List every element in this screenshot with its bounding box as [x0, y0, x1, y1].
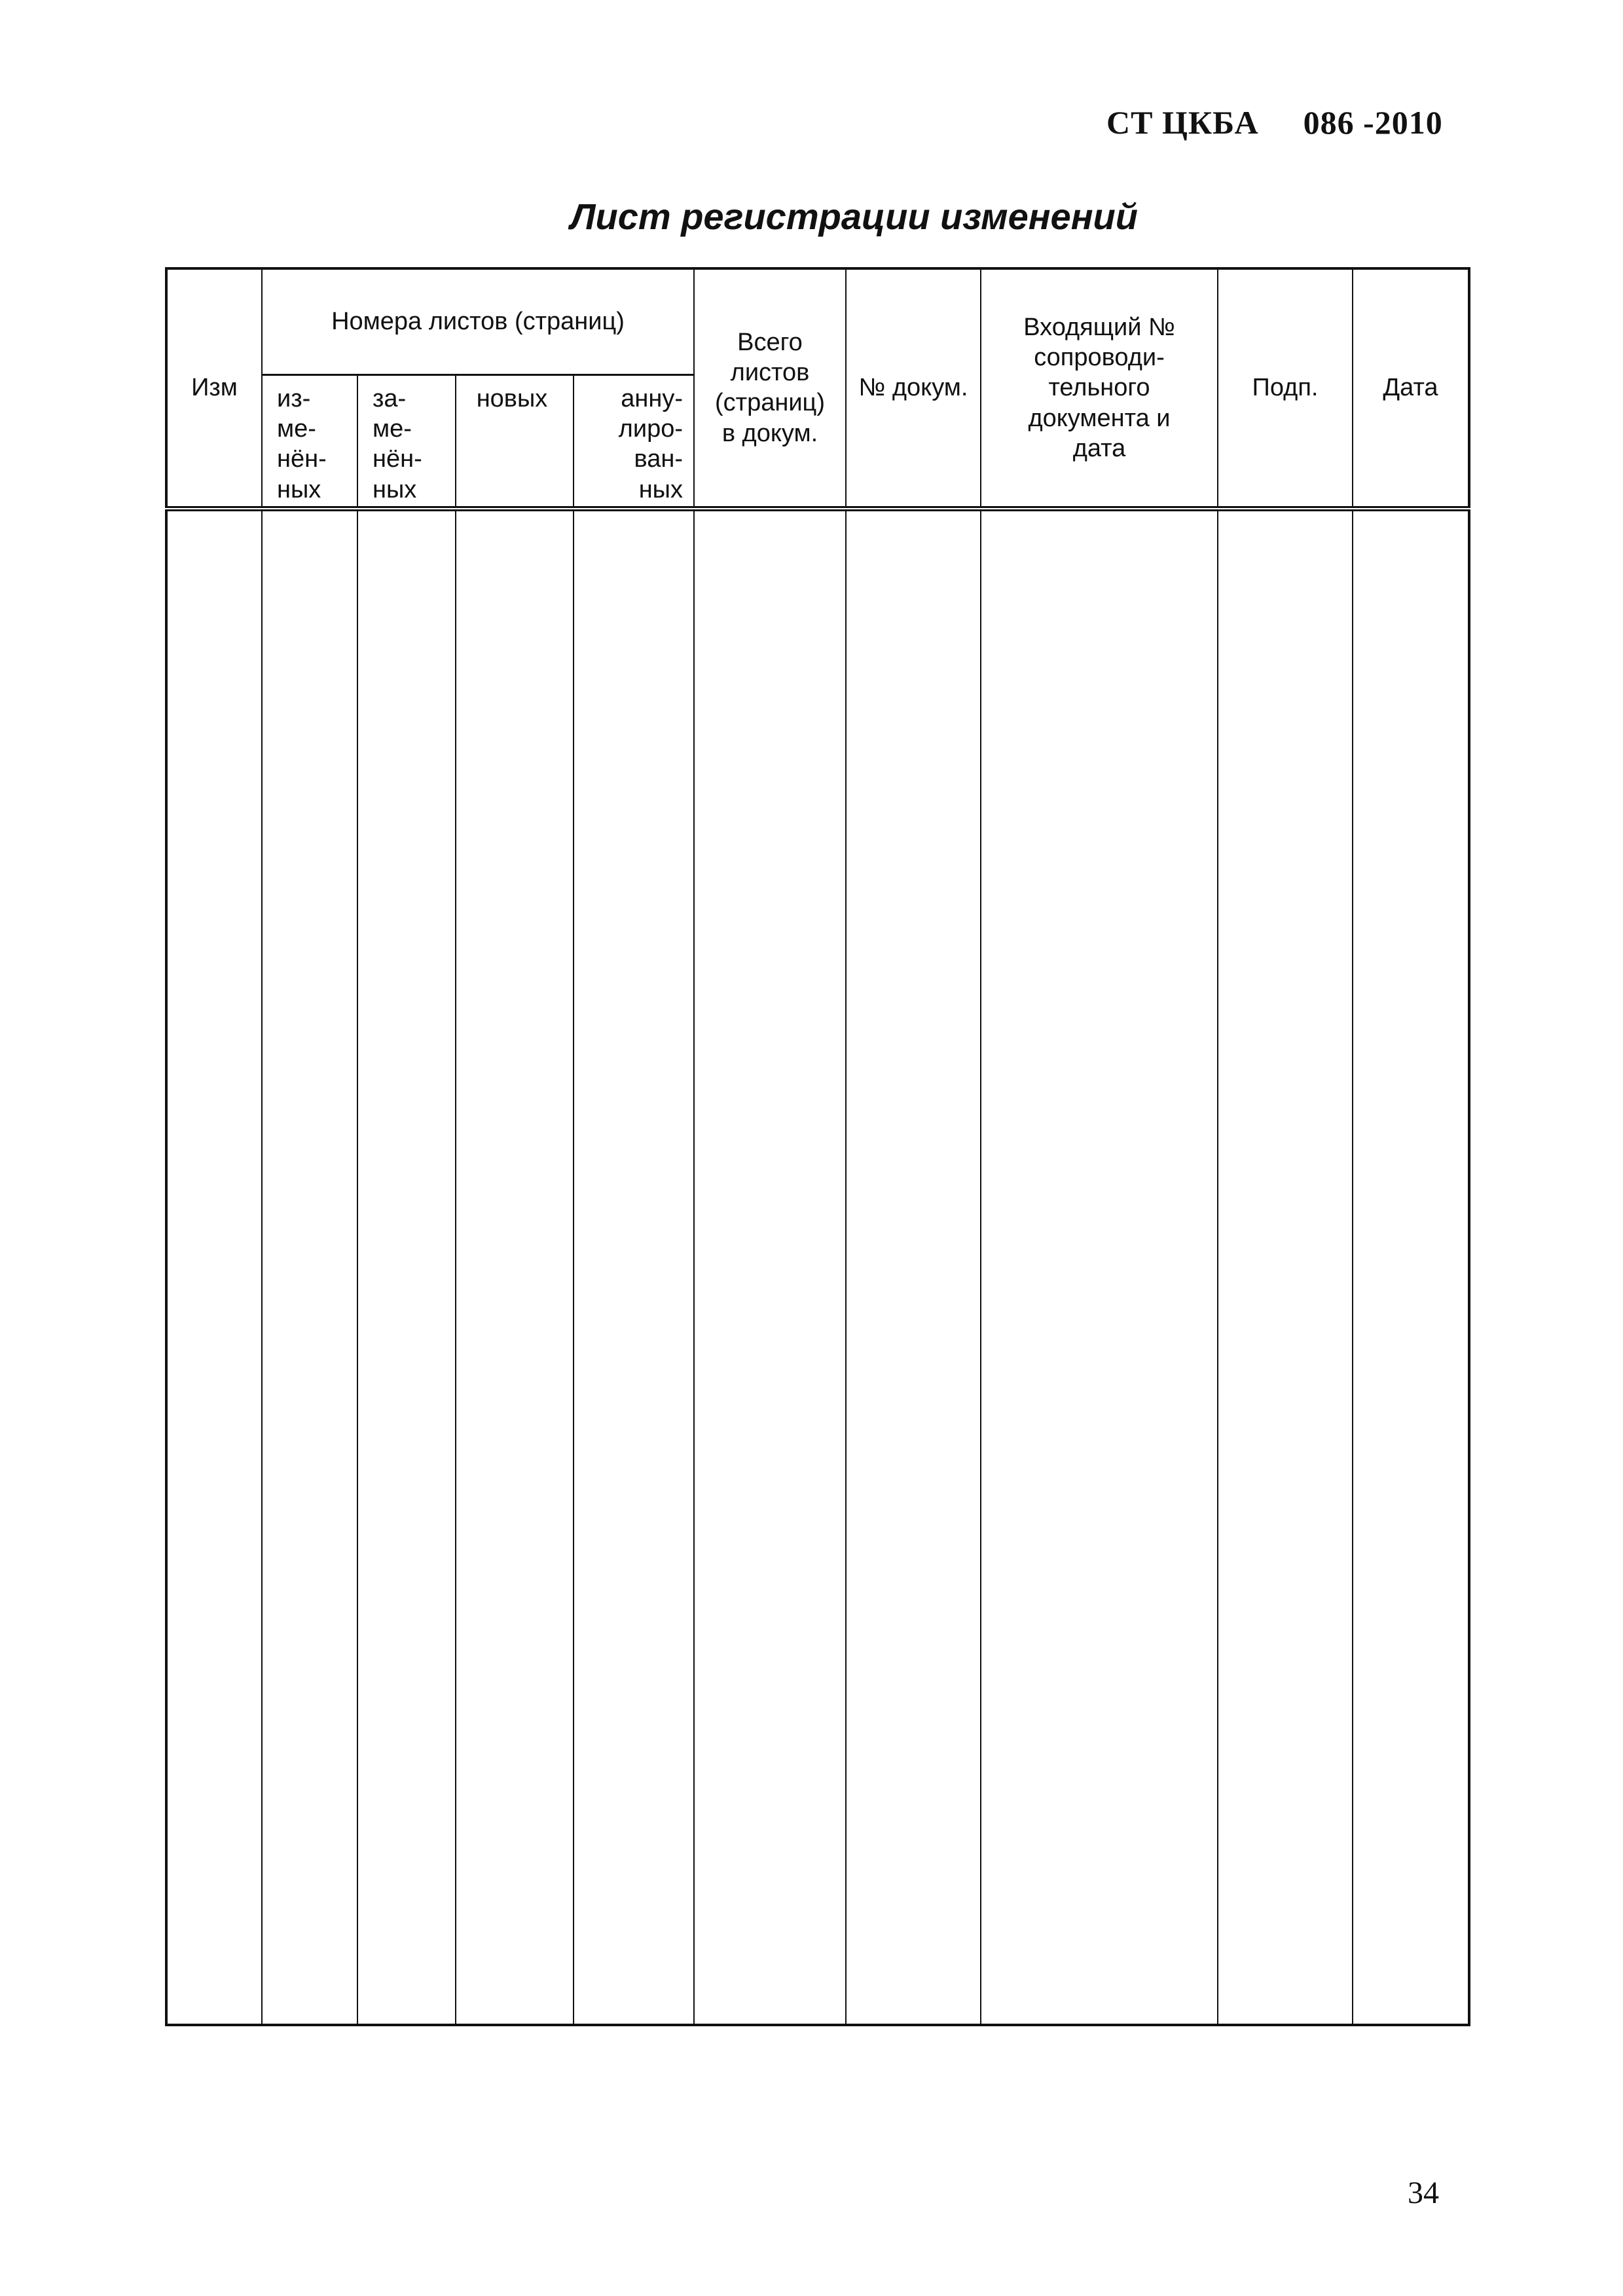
document-code: [1106, 103, 1453, 141]
document-code-number: 086 -2010: [1303, 104, 1443, 141]
col-header-total-sheets: Всего листов (страниц) в докум.: [694, 268, 846, 509]
col-header-izm: Изм: [166, 268, 262, 509]
change-registration-table: [165, 267, 1470, 2026]
col-header-doc-number: № докум.: [846, 268, 981, 509]
col-header-sheet-numbers: Номера листов (страниц): [262, 268, 694, 374]
col-header-replaced: за- ме- нён- ных: [357, 374, 456, 509]
document-code-prefix: СТ ЦКБА: [1106, 104, 1259, 141]
cell-doc-number: [846, 509, 981, 2025]
cell-replaced: [357, 509, 456, 2025]
col-header-new: новых: [456, 374, 574, 509]
cell-incoming-doc: [981, 509, 1218, 2025]
col-header-changed: из- ме- нён- ных: [262, 374, 357, 509]
col-header-date: Дата: [1353, 268, 1469, 509]
table-body-row: [166, 509, 1469, 2025]
cell-izm: [166, 509, 262, 2025]
col-header-incoming-doc: Входящий № сопроводи- тельного документа и дата: [981, 268, 1218, 509]
cell-changed: [262, 509, 357, 2025]
cell-new: [456, 509, 574, 2025]
cell-total-sheets: [694, 509, 846, 2025]
page-number: 34: [1408, 2176, 1439, 2210]
cell-annulled: [574, 509, 694, 2025]
cell-date: [1353, 509, 1469, 2025]
page-title: Лист регистрации изменений: [570, 196, 1138, 237]
col-header-annulled: анну- лиро- ван- ных: [574, 374, 694, 509]
cell-signature: [1218, 509, 1353, 2025]
col-header-signature: Подп.: [1218, 268, 1353, 509]
